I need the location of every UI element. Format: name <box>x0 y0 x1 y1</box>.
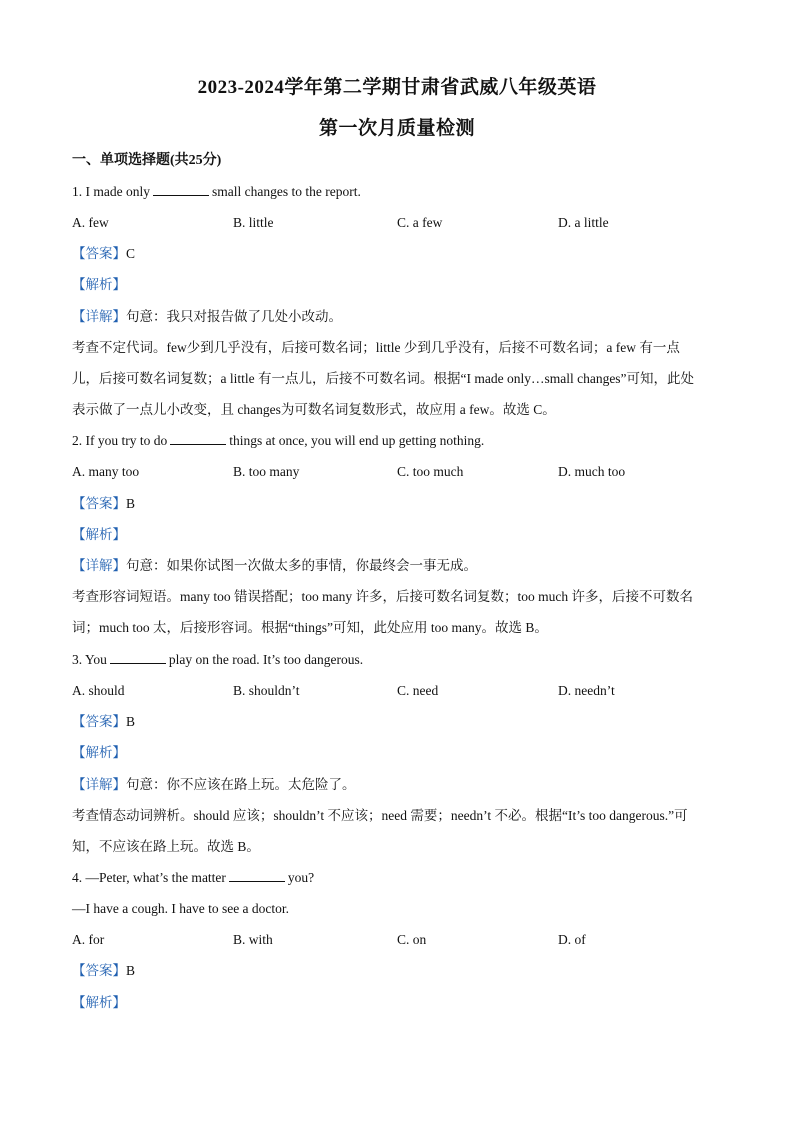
question-2-explanation-line: 词；much too 太，后接形容词。根据“things”可知，此处应用 too many。故选 B。 <box>72 620 548 635</box>
option-a: A. few <box>72 215 109 230</box>
answer-blank <box>110 651 166 664</box>
answer-blank <box>170 432 226 445</box>
question-1-explanation-line: 表示做了一点儿小改变，且 changes为可数名词复数形式，故应用 a few。故选 C。 <box>72 402 556 417</box>
option-c: C. too much <box>397 464 464 479</box>
answer-label: 【答案】 <box>72 714 126 729</box>
answer-blank <box>229 869 285 882</box>
detail-label: 【详解】 <box>72 309 126 324</box>
question-1-detail: 【详解】句意：我只对报告做了几处小改动。 <box>72 309 342 324</box>
question-2-analysis-label: 【解析】 <box>72 527 126 542</box>
option-a: A. many too <box>72 464 140 479</box>
document-title-line1: 2023-2024学年第二学期甘肃省武威八年级英语 <box>197 77 597 98</box>
option-b: B. with <box>233 932 273 947</box>
detail-label: 【详解】 <box>72 558 126 573</box>
question-3-detail: 【详解】句意：你不应该在路上玩。太危险了。 <box>72 777 356 792</box>
option-d: D. much too <box>558 464 626 479</box>
question-4-analysis-label: 【解析】 <box>72 995 126 1010</box>
option-b: B. little <box>233 215 274 230</box>
section-heading: 一、单项选择题(共25分) <box>72 153 222 168</box>
option-b: B. too many <box>233 464 300 479</box>
question-1-answer: 【答案】C <box>72 246 136 261</box>
option-d: D. a little <box>558 215 609 230</box>
question-3-explanation-line: 考查情态动词辨析。should 应该；shouldn’t 不应该；need 需要；needn’t 不必。根据“It’s too dangerous.”可 <box>72 808 688 823</box>
option-c: C. need <box>397 683 439 698</box>
question-4-stem-line2: —I have a cough. I have to see a doctor. <box>72 901 290 916</box>
question-3-stem: 3. You play on the road. It’s too dangerous. <box>72 652 364 667</box>
option-d: D. of <box>558 932 586 947</box>
option-c: C. on <box>397 932 427 947</box>
question-2-answer: 【答案】B <box>72 496 136 511</box>
detail-label: 【详解】 <box>72 777 126 792</box>
question-3-answer: 【答案】B <box>72 714 136 729</box>
option-a: A. should <box>72 683 125 698</box>
question-1-analysis-label: 【解析】 <box>72 277 126 292</box>
answer-label: 【答案】 <box>72 496 126 511</box>
question-4-answer: 【答案】B <box>72 963 136 978</box>
option-b: B. shouldn’t <box>233 683 300 698</box>
question-2-explanation-line: 考查形容词短语。many too 错误搭配；too many 许多，后接可数名词复数；too much 许多，后接不可数名 <box>72 589 693 604</box>
question-4-stem: 4. —Peter, what’s the matter you? <box>72 870 315 885</box>
question-1-stem: 1. I made only small changes to the report. <box>72 184 361 199</box>
answer-label: 【答案】 <box>72 246 126 261</box>
answer-label: 【答案】 <box>72 963 126 978</box>
option-a: A. for <box>72 932 105 947</box>
option-d: D. needn’t <box>558 683 615 698</box>
answer-blank <box>153 183 209 196</box>
question-3-explanation-line: 知，不应该在路上玩。故选 B。 <box>72 839 260 854</box>
question-1-explanation-line: 儿，后接可数名词复数；a little 有一点儿，后接不可数名词。根据“I made only…small changes”可知，此处 <box>72 371 695 386</box>
option-c: C. a few <box>397 215 443 230</box>
document-title-line2: 第一次月质量检测 <box>318 118 475 139</box>
question-2-detail: 【详解】句意：如果你试图一次做太多的事情，你最终会一事无成。 <box>72 558 477 573</box>
question-3-analysis-label: 【解析】 <box>72 745 126 760</box>
question-2-stem: 2. If you try to do things at once, you will end up getting nothing. <box>72 433 485 448</box>
question-1-explanation-line: 考查不定代词。few少到几乎没有，后接可数名词；little 少到几乎没有，后接不可数名词；a few 有一点 <box>72 340 680 355</box>
